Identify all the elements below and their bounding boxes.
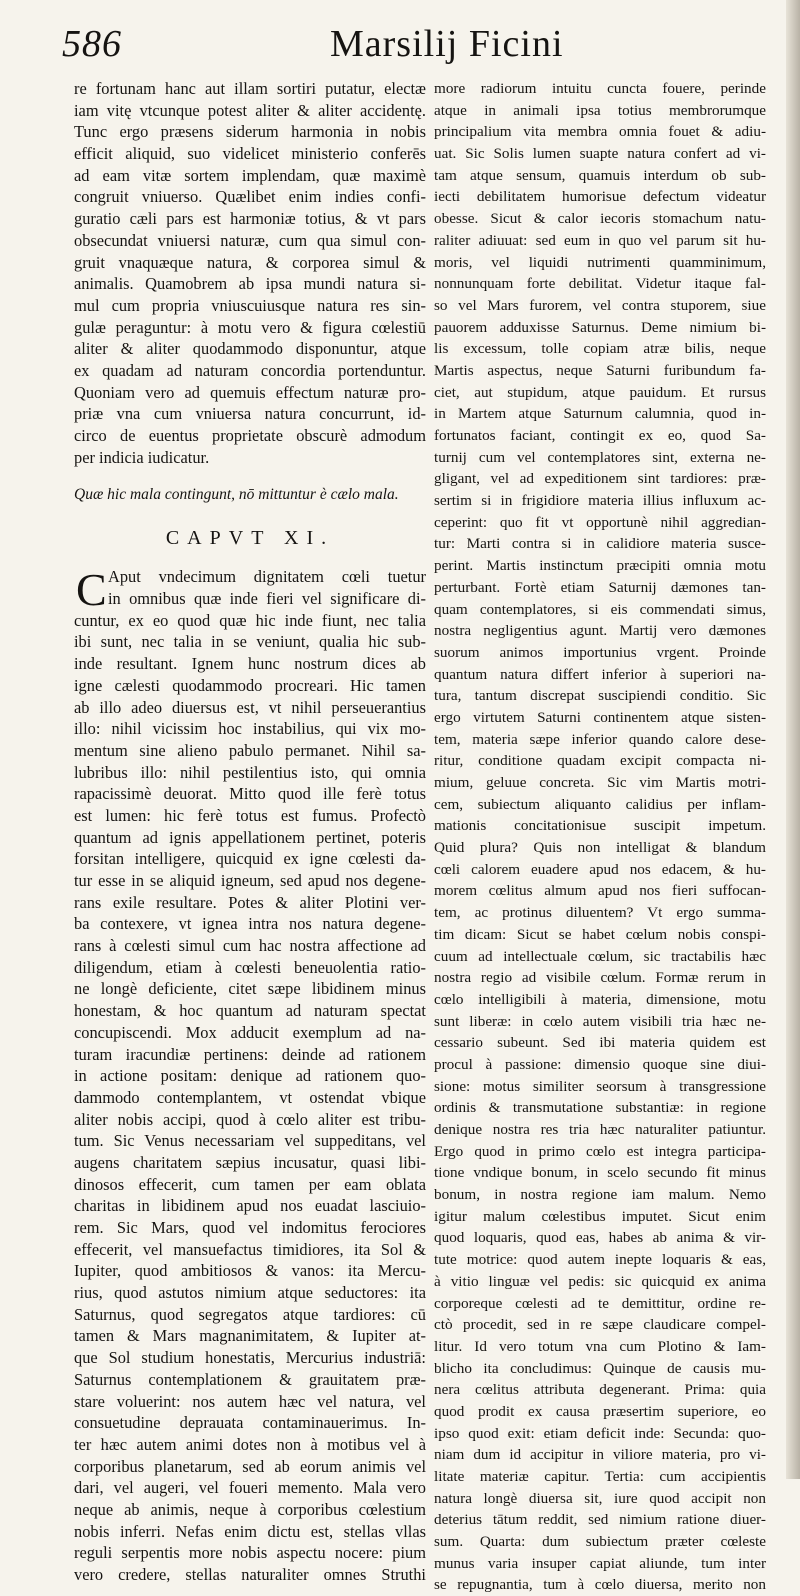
text-line: nera cœlitus attributa degenerant. Prima: quia <box>434 1381 766 1399</box>
text-line: dammodo contemplantem, vt ostendat vbique <box>74 1087 426 1107</box>
text-line: circo de euentus proprietate obscurè admodum <box>74 426 426 445</box>
paragraph-gap <box>74 468 426 480</box>
right-column-lines <box>434 78 766 1596</box>
text-line: inde resultant. Ignem hunc nostrum dices ab <box>74 654 426 674</box>
text-line: principalium vita membra omnia fouet & adiu- <box>434 123 766 141</box>
text-line: reguli serpentis more nobis aspectu nocere: pium <box>74 1543 426 1563</box>
text-line: Saturnus contemplationem & grauitatem præ- <box>74 1369 426 1389</box>
text-line: denique nostra res tria hæc naturaliter patiuntur. <box>434 1121 766 1138</box>
text-line: sione: motus similiter seorsum à transgressione <box>434 1077 766 1095</box>
text-line: ergo virtutem Saturni continentem atque sisten- <box>434 708 766 726</box>
text-line: illo: nihil vicissim hoc instabilius, qui vix mo- <box>74 719 426 739</box>
text-line: guratio cæli pars est harmoniæ totius, & vt pars <box>74 209 426 229</box>
text-line: quod loquaris, quod eas, habes ab anima & vir- <box>434 1229 766 1247</box>
text-line: tura, tantum discrepat suscipiendi conditio. Sic <box>434 687 766 705</box>
text-line: corporeque cœlesti ad te demittitur, ordine re- <box>434 1294 766 1312</box>
text-line: tem, materia sæpe inferior quando calore dese- <box>434 730 766 748</box>
text-line: à vitio linguæ vel pedis: sic quicquid ex anima <box>434 1272 766 1290</box>
text-line: nostra regio ad visibile cœlum. Formæ rerum in <box>434 969 766 987</box>
text-line: vero credere, stellas naturaliter omnes Struthi <box>74 1565 426 1584</box>
text-line: cuntur, ex eo quod quæ hic inde fiunt, nec talia <box>74 610 426 630</box>
text-line: que Sol studium honestatis, Mercurius industriā: <box>74 1348 426 1368</box>
text-line: stare voluerint: nos autem hæc vel natura, vel <box>74 1391 426 1411</box>
text-line: obesse. Sicut & calor iecoris stomachum natu- <box>434 210 766 228</box>
text-line: quam contemplatores, si eis commendati simus, <box>434 600 766 618</box>
text-line: ne longè deficiente, citet sæpe libidinem minus <box>74 979 426 999</box>
text-line: nonnunquam forte debilitat. Videtur itaque fal- <box>434 275 766 293</box>
text-line: cuum ad intellectuale cœlum, sic tractabilis hæc <box>434 947 766 965</box>
text-line: igne cælesti quodammodo procreari. Hic tamen <box>74 675 426 695</box>
text-line: bonum, in nostra regione iam malum. Nemo <box>434 1186 766 1204</box>
text-line: Tunc ergo præsens siderum harmonia in nobis <box>74 122 426 142</box>
text-line: iecti debilitatem humorisue defectum videatur <box>434 188 766 206</box>
text-line: tione vndique bonum, in scelo secundo fit minus <box>434 1164 766 1182</box>
text-line: deterius tātum reddit, sed nimium ratione diuer- <box>434 1511 766 1529</box>
text-line: tute motrice: quod autem inepte loquaris & eas, <box>434 1251 766 1269</box>
drop-cap: C <box>76 564 107 616</box>
text-line: ipso quod exit: etiam deficit inde: Secunda: quo- <box>434 1424 766 1442</box>
text-line: Aput vndecimum dignitatem cœli tuetur <box>108 567 426 587</box>
text-line: efficit aliquid, suo videlicet ministerio conferēs <box>74 144 426 164</box>
text-line: suorum animos importunius vrgent. Proinde <box>434 643 766 661</box>
text-line: more radiorum intuitu cuncta fouere, perinde <box>434 80 766 97</box>
page-number: 586 <box>62 23 122 65</box>
text-line: tamen & Mars magnanimitatem, & Iupiter at- <box>74 1326 426 1346</box>
text-line: Quoniam vero ad quemuis effectum naturæ pro- <box>74 382 426 402</box>
text-line: augens charitatem sæpius incusatur, quasi libi- <box>74 1152 426 1172</box>
text-line: aliter & aliter quodammodo disponuntur, atque <box>74 339 426 359</box>
text-line: re fortunam hanc aut illam sortiri putatur, electæ <box>74 79 426 98</box>
text-line: lis excessum, tolle copiam atræ bilis, neque <box>434 340 766 358</box>
text-line: ciet, aut stupidum, atque pauidum. Et rursus <box>434 383 766 401</box>
text-line: sum. Quarta: dum subiectum præter cœleste <box>434 1533 766 1551</box>
text-line: charitas in libidinem apud nos euadat lasciuio- <box>74 1196 426 1216</box>
text-line: raliter adiuuat: sed eum in quo vel parum sit hu- <box>434 231 766 249</box>
text-line: obsecundat vniuersi naturæ, cum qua simul con- <box>74 230 426 250</box>
text-line: honestam, & hoc quantum ad naturam spectat <box>74 1001 426 1021</box>
text-line: Saturnus, quod segregatos atque tardiores: cū <box>74 1304 426 1324</box>
text-line: ba contexere, vt ignea intra nos natura degene- <box>74 914 426 934</box>
text-line: diligendum, etiam à cœlesti beneuolentia ratio- <box>74 957 426 977</box>
text-line: pauorem adduxisse Saturnus. Deme nimium bi- <box>434 318 766 336</box>
text-line: ctò procedit, sed in re sæpe claudicare compel- <box>434 1316 766 1334</box>
text-line: per indicia iudicatur. <box>74 447 210 467</box>
text-line: animalis. Quamobrem ab ipsa mundi natura si- <box>74 274 426 294</box>
text-line: litur. Id vero totum vna cum Plotino & Iam- <box>434 1337 766 1355</box>
chapter-heading: CAPVT XI. <box>165 527 335 550</box>
text-line: dinosos effecerit, cum tamen per eam oblata <box>74 1174 426 1194</box>
text-line: blicho ita concludimus: Quinque de causis mu- <box>434 1359 766 1377</box>
text-line: se repugnantia, tum à cœlo diuersa, merito non <box>434 1576 766 1594</box>
text-line: igitur malum cœlestibus imputet. Sicut enim <box>434 1207 766 1225</box>
text-line: tum. Sic Venus necessariam vel suppeditans, vel <box>74 1131 426 1151</box>
text-line: turnij cum vel contemplatores sint, externa ne- <box>434 448 766 466</box>
text-line: fortunatos faciant, contingit ex eo, quod Sa- <box>434 427 766 444</box>
text-line: ibi sunt, nec talia in se veniunt, qualia hic sub- <box>74 632 426 652</box>
text-line: morem cœlitus almum apud nos fieri suffocan- <box>434 882 766 900</box>
text-line: mium, geluue concreta. Sic vim Martis motri- <box>434 774 766 791</box>
page-header <box>62 22 762 72</box>
text-line: atque in animali ipsa totius membrorumque <box>434 101 766 119</box>
text-line: effecerit, vel mansuefactus timidiores, ita Sol & <box>74 1239 426 1259</box>
text-line: priæ vna cum vniuersa natura concurrunt, id- <box>74 404 426 424</box>
text-line: in actione positam: denique ad rationem quo- <box>74 1066 426 1086</box>
text-line: nostra negligentius agunt. Martij vero dæmones <box>434 622 766 640</box>
text-line: ad eam vitæ sortem implendam, quæ maximè <box>74 165 426 185</box>
right-column <box>434 78 766 1596</box>
text-line: tem, ac protinus diluentem? Vt ergo summa- <box>434 904 766 922</box>
text-line: Quid plura? Quis non intelligat & blandum <box>434 839 766 857</box>
text-line: in Martem atque Saturnum calumnia, quod in- <box>434 405 766 423</box>
text-line: dari, vel augeri, vel foueri memento. Mala vero <box>74 1478 426 1498</box>
text-line: munus varia insuper capiat aliunde, tum inter <box>434 1554 766 1572</box>
text-line: ter hæc autem animi dotes non à motibus vel à <box>74 1434 426 1454</box>
text-line: iam vitę vtcunque potest aliter & aliter accidentę. <box>74 100 426 120</box>
text-line: rius, quod astutos nimium atque seductores: ita <box>74 1283 426 1303</box>
text-line: gruit vnaquæque natura, & corporea simul & <box>74 252 426 272</box>
text-line: cessario subeunt. Sed ibi materia quidem est <box>434 1034 766 1052</box>
text-line: tur: Marti contra si in calidiore materia susce- <box>434 535 766 553</box>
text-line: ritur, conditione quadam excipit compacta ni- <box>434 752 766 770</box>
chapter-body <box>74 566 426 1585</box>
left-top-paragraph <box>74 78 426 468</box>
text-line: ex quadam ad naturam concordia portenduntur. <box>74 360 426 380</box>
chapter-lines <box>74 566 426 1585</box>
text-line: rans exile resultare. Potes & aliter Plotini ver- <box>74 892 426 912</box>
text-line: so vel Mars furorem, vel contra stuporem, siue <box>434 296 766 314</box>
text-line: cœli calorem euadere apud nos edacem, & hu- <box>434 860 766 878</box>
text-line: tam atque sensum, quamuis interdum ob sub- <box>434 166 766 184</box>
marginal-rubric: Quæ hic mala contingunt, nō mittuntur è cælo mala. <box>74 486 399 504</box>
text-line: mationis concitationisue suscipit impetum. <box>434 817 766 835</box>
text-line: Ergo quod in primo cœlo est integra participa- <box>434 1142 766 1160</box>
text-line: Iupiter, quod ambitiosos & vanos: ita Mercu- <box>74 1261 426 1281</box>
text-line: gligant, vel ad expeditionem sint tardiores: præ- <box>434 470 766 488</box>
text-line: rapacissimè deuorat. Mitto quod ille ferè totus <box>74 784 426 804</box>
text-line: aliter nobis accipi, quod à cœlo aliter est tribu- <box>74 1109 426 1129</box>
text-line: cœlo intelligibili à materia, dimensione, motu <box>434 990 766 1008</box>
text-line: sunt liberæ: in cœlo autem visibili tria hæc ne- <box>434 1012 766 1030</box>
text-line: neque ab animis, neque à corporibus cœlestium <box>74 1499 426 1519</box>
text-line: nobis inferri. Nefas enim dictu est, stellas vllas <box>74 1521 426 1541</box>
text-line: rem. Sic Mars, quod vel indomitus ferociores <box>74 1218 426 1237</box>
text-line: ceperint: quo fit vt opportunè nihil aggredian- <box>434 513 766 531</box>
text-line: litate materiæ capitur. Tertia: cum accipientis <box>434 1468 766 1485</box>
text-line: uat. Sic Solis lumen suapte natura confert ad vi- <box>434 145 766 163</box>
text-line: turam iracundiæ pertinens: deinde ad rationem <box>74 1044 426 1064</box>
text-line: rans à cœlesti simul cum hac nostra affectione ad <box>74 936 426 956</box>
text-line: forsitan intelligere, quicquid ex igne cœlesti da- <box>74 849 426 869</box>
text-line: concupiscendi. Mox adducit exemplum ad na- <box>74 1022 426 1042</box>
text-line: mentum sine alieno pabulo permanet. Nihil sa- <box>74 740 426 760</box>
text-line: tim dicam: Sicut se habet cœlum nobis conspi- <box>434 925 766 943</box>
text-line: moris, vel liquidi nutrimenti quamminimum, <box>434 253 766 271</box>
text-line: tur esse in se aliquid igneum, sed apud nos degene- <box>74 871 426 890</box>
text-line: Martis aspectus, neque Saturni furibundum fa- <box>434 361 766 379</box>
text-line: in omnibus quæ inde fieri vel significare di- <box>108 589 426 609</box>
text-line: perturbant. Fortè etiam Saturnij dæmones tan- <box>434 578 766 596</box>
text-line: consuetudine deprauata contaminauerimus. In- <box>74 1413 426 1433</box>
text-line: gulæ peraguntur: à motu vero & figura cœlestiū <box>74 317 426 337</box>
text-line: quantum natura differt inferior à superiori na- <box>434 665 766 683</box>
page-gutter-shadow <box>786 0 800 1479</box>
text-line: corporibus planetarum, sed ab eorum animis vel <box>74 1456 426 1476</box>
text-line: est lumen: hic ferè totus est fumus. Profectò <box>74 805 426 825</box>
text-line: natura longè diuersa sit, iure quod accipit non <box>434 1489 766 1507</box>
text-line: ab illo adeo diuersus est, vt nihil perseuerantius <box>74 697 426 717</box>
text-line: quantum ad ignis appellationem pertinet, poteris <box>74 827 426 847</box>
running-title: Marsilij Ficini <box>330 23 564 65</box>
text-line: quod prodit ex causa præsertim superiore, eo <box>434 1402 766 1420</box>
text-line: cem, subiectum aliquanto calidius per inflam- <box>434 795 766 813</box>
text-line: congruit vniuerso. Quælibet enim indies confi- <box>74 187 426 207</box>
text-line: ordinis & transmutatione substantiæ: in regione <box>434 1099 766 1117</box>
text-line: perint. Martis instinctum præcipiti omnia motu <box>434 557 766 575</box>
text-line: mul cum propria vniuscuiusque natura res sin- <box>74 295 426 315</box>
text-line: procul à passione: dimensio quoque sine diui- <box>434 1055 766 1073</box>
text-line: niam dum id accipitur in viliore materia, pro vi- <box>434 1446 766 1464</box>
text-line: sertim si in frigidiore materia illius influxum ac- <box>434 492 766 510</box>
text-line: lubribus illo: nihil pestilentius isto, qui omnia <box>74 762 426 782</box>
left-column <box>74 78 426 1586</box>
